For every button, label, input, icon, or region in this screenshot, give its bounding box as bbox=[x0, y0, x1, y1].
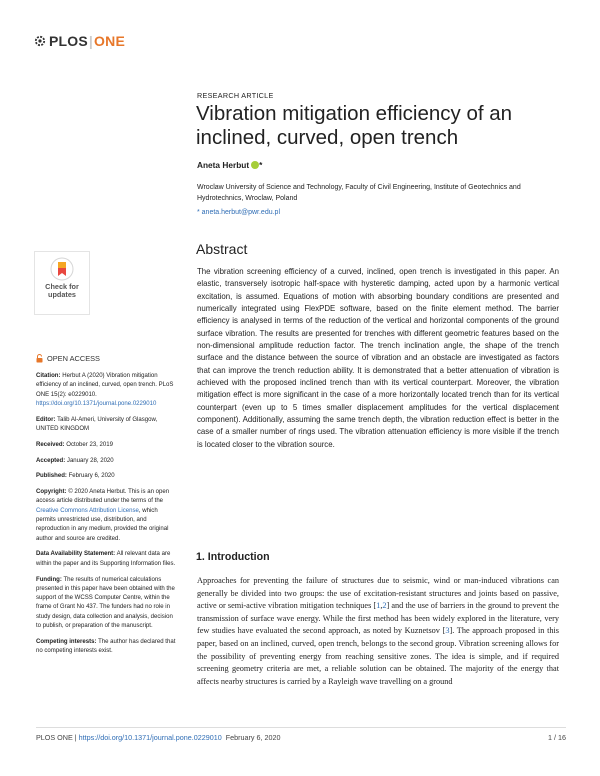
plos-logo-icon bbox=[34, 35, 46, 47]
introduction-heading: 1. Introduction bbox=[196, 551, 270, 563]
copyright-pre: © 2020 Aneta Herbut. This is an open access article distributed under the terms of the bbox=[36, 489, 170, 505]
funding-block bbox=[36, 576, 176, 632]
footer-left bbox=[36, 733, 280, 742]
copyright-post: , which permits unrestricted use, distribution, and reproduction in any medium, provided the original author and source are credited. bbox=[36, 507, 169, 542]
citation-text: Herbut A (2020) Vibration mitigation efficiency of an inclined, curved, open trench. PLoS ONE 15(2): e0229010. bbox=[36, 373, 174, 398]
logo-separator: | bbox=[88, 33, 94, 49]
data-availability-text: All relevant data are within the paper and its Supporting Information files. bbox=[36, 551, 176, 567]
abstract-heading: Abstract bbox=[196, 241, 248, 257]
article-title: Vibration mitigation efficiency of an inclined, curved, open trench bbox=[196, 102, 513, 149]
logo-plos: PLOS bbox=[49, 33, 88, 49]
page-number: 1 / 16 bbox=[548, 733, 566, 742]
article-sidebar bbox=[36, 372, 176, 663]
competing-interests-text: The author has declared that no competing interests exist. bbox=[36, 638, 176, 655]
received-label: Received: bbox=[36, 441, 65, 448]
editor-text: Talib Al-Ameri, University of Glasgow, UNITED KINGDOM bbox=[36, 416, 158, 432]
open-lock-icon bbox=[36, 354, 43, 363]
license-link[interactable]: Creative Commons Attribution License bbox=[36, 507, 139, 514]
abstract-text: The vibration screening efficiency of a curved, inclined, open trench is investigated in this paper. An elastic, transversely isotropic half-space with hysteretic damping, acted upon by a harmonic vertical excitation, is assumed. Equations of motion with absorbing boundary conditions are presented and numerically integrated using FlexPDE software, based on the finite element method. The barrier efficiency is analysed in terms of the reduction of the vertical and horizontal components of the ground surface vibration. The results are presented for trenches with different geometric features based on the non-dimensional amplitude reduction factor. The trench inclination angle, the shape of the trench surface and the distance between the source of vibration and an obstacle are investigated as factors that can improve the trench reduction ability. It is demonstrated that a better attenuation of vibration is achieved with the proposed inclined trench than with its vertical counterpart. Moreover, the vibration mitigation effect is more significant in the case of a more horizontally located trench than for its vertical counterpart (even up to 5 times smaller displacement amplitudes for the vertical displacement component). Additionally, assuming the same trench depth, the vibration reduction effect is better in the case of a smaller number of rings used. The vibration attenuation efficiency is more visible if the trench is located closer to the vibration source. bbox=[197, 267, 559, 449]
copyright-block bbox=[36, 488, 176, 544]
footer-doi-link[interactable]: https://doi.org/10.1371/journal.pone.0229010 bbox=[78, 733, 222, 742]
intro-part3: ]. The approach proposed in this paper, based on an inclined, curved, open trench, belongs to the second group. Vibration screening allows for the possibility of preventing energy from reaching sensitive zones. The idea is simple, and if required screening geometry criteria are met, a reliable solution can be obtained. The majority of the energy that affects nearby structures is carried by a Rayleigh wave travelling on a ground bbox=[197, 626, 559, 686]
competing-interests-label: Competing interests: bbox=[36, 638, 97, 645]
editor-block bbox=[36, 416, 176, 435]
open-access bbox=[36, 354, 100, 363]
introduction-text bbox=[197, 575, 559, 688]
bookmark-icon bbox=[50, 257, 74, 281]
author-name[interactable]: Aneta Herbut bbox=[197, 160, 250, 170]
corresponding-mark: * bbox=[259, 160, 263, 170]
data-availability-label: Data Availability Statement: bbox=[36, 551, 116, 558]
accepted-block bbox=[36, 457, 176, 466]
ref-link-3[interactable]: 3 bbox=[445, 626, 450, 636]
published-date: February 6, 2020 bbox=[68, 473, 115, 480]
citation-doi-link[interactable]: https://doi.org/10.1371/journal.pone.0229010 bbox=[36, 400, 157, 407]
intro-part1: Approaches for preventing the failure of structures due to seismic, wind or man-induced vibrations can generally be divided into two groups: the use of excitation-resistant structures and joints based on passive, active or semi-active vibration mitigation techniques [ bbox=[197, 576, 559, 611]
published-label: Published: bbox=[36, 473, 67, 480]
ref-comma: , bbox=[380, 601, 383, 611]
accepted-label: Accepted: bbox=[36, 457, 66, 464]
funding-text: The results of numerical calculations presented in this paper have been obtained with the support of the WCSS Computer Centre, within the frame of Grant No 437. The funders had no role in study design, data collection and analysis, decision to publish, or preparation of the manuscript. bbox=[36, 576, 175, 630]
competing-interests-block bbox=[36, 638, 176, 657]
ref-link-1[interactable]: 1 bbox=[376, 601, 381, 611]
check-for-updates-badge[interactable] bbox=[34, 251, 90, 315]
badge-line1: Check for bbox=[45, 282, 79, 291]
received-date: October 23, 2019 bbox=[66, 441, 113, 448]
footer-sep: | bbox=[72, 733, 79, 742]
data-availability-block bbox=[36, 550, 176, 569]
published-block bbox=[36, 472, 176, 481]
author-line bbox=[197, 160, 262, 170]
received-block bbox=[36, 441, 176, 450]
page-footer bbox=[36, 733, 566, 742]
editor-label: Editor: bbox=[36, 416, 56, 423]
footer-journal: PLOS ONE bbox=[36, 733, 73, 742]
intro-part2: ] and the use of barriers in the ground to prevent the transmission of surface wave energy. While the first method has been widely explored in the literature, very few studies have evaluated the second approach, as noted by Kuznetsov [ bbox=[197, 601, 559, 636]
affiliation: Wroclaw University of Science and Technology, Faculty of Civil Engineering, Institute of Geotechnics and Hydrotechnics, Wroclaw, Poland bbox=[197, 184, 521, 202]
footer-date: February 6, 2020 bbox=[225, 733, 281, 742]
citation-label: Citation: bbox=[36, 373, 61, 379]
citation-block bbox=[36, 372, 176, 409]
ref-link-2[interactable]: 2 bbox=[382, 601, 387, 611]
badge-line2: updates bbox=[48, 290, 76, 299]
orcid-icon[interactable] bbox=[251, 161, 259, 169]
copyright-label: Copyright: bbox=[36, 489, 67, 496]
article-type-label: RESEARCH ARTICLE bbox=[197, 91, 274, 100]
funding-label: Funding: bbox=[36, 576, 62, 583]
footer-divider bbox=[36, 727, 566, 728]
accepted-date: January 28, 2020 bbox=[66, 457, 114, 464]
open-access-label: OPEN ACCESS bbox=[47, 354, 100, 363]
journal-logo[interactable] bbox=[34, 33, 125, 49]
logo-one: ONE bbox=[94, 33, 125, 49]
author-email[interactable]: * aneta.herbut@pwr.edu.pl bbox=[197, 209, 280, 216]
